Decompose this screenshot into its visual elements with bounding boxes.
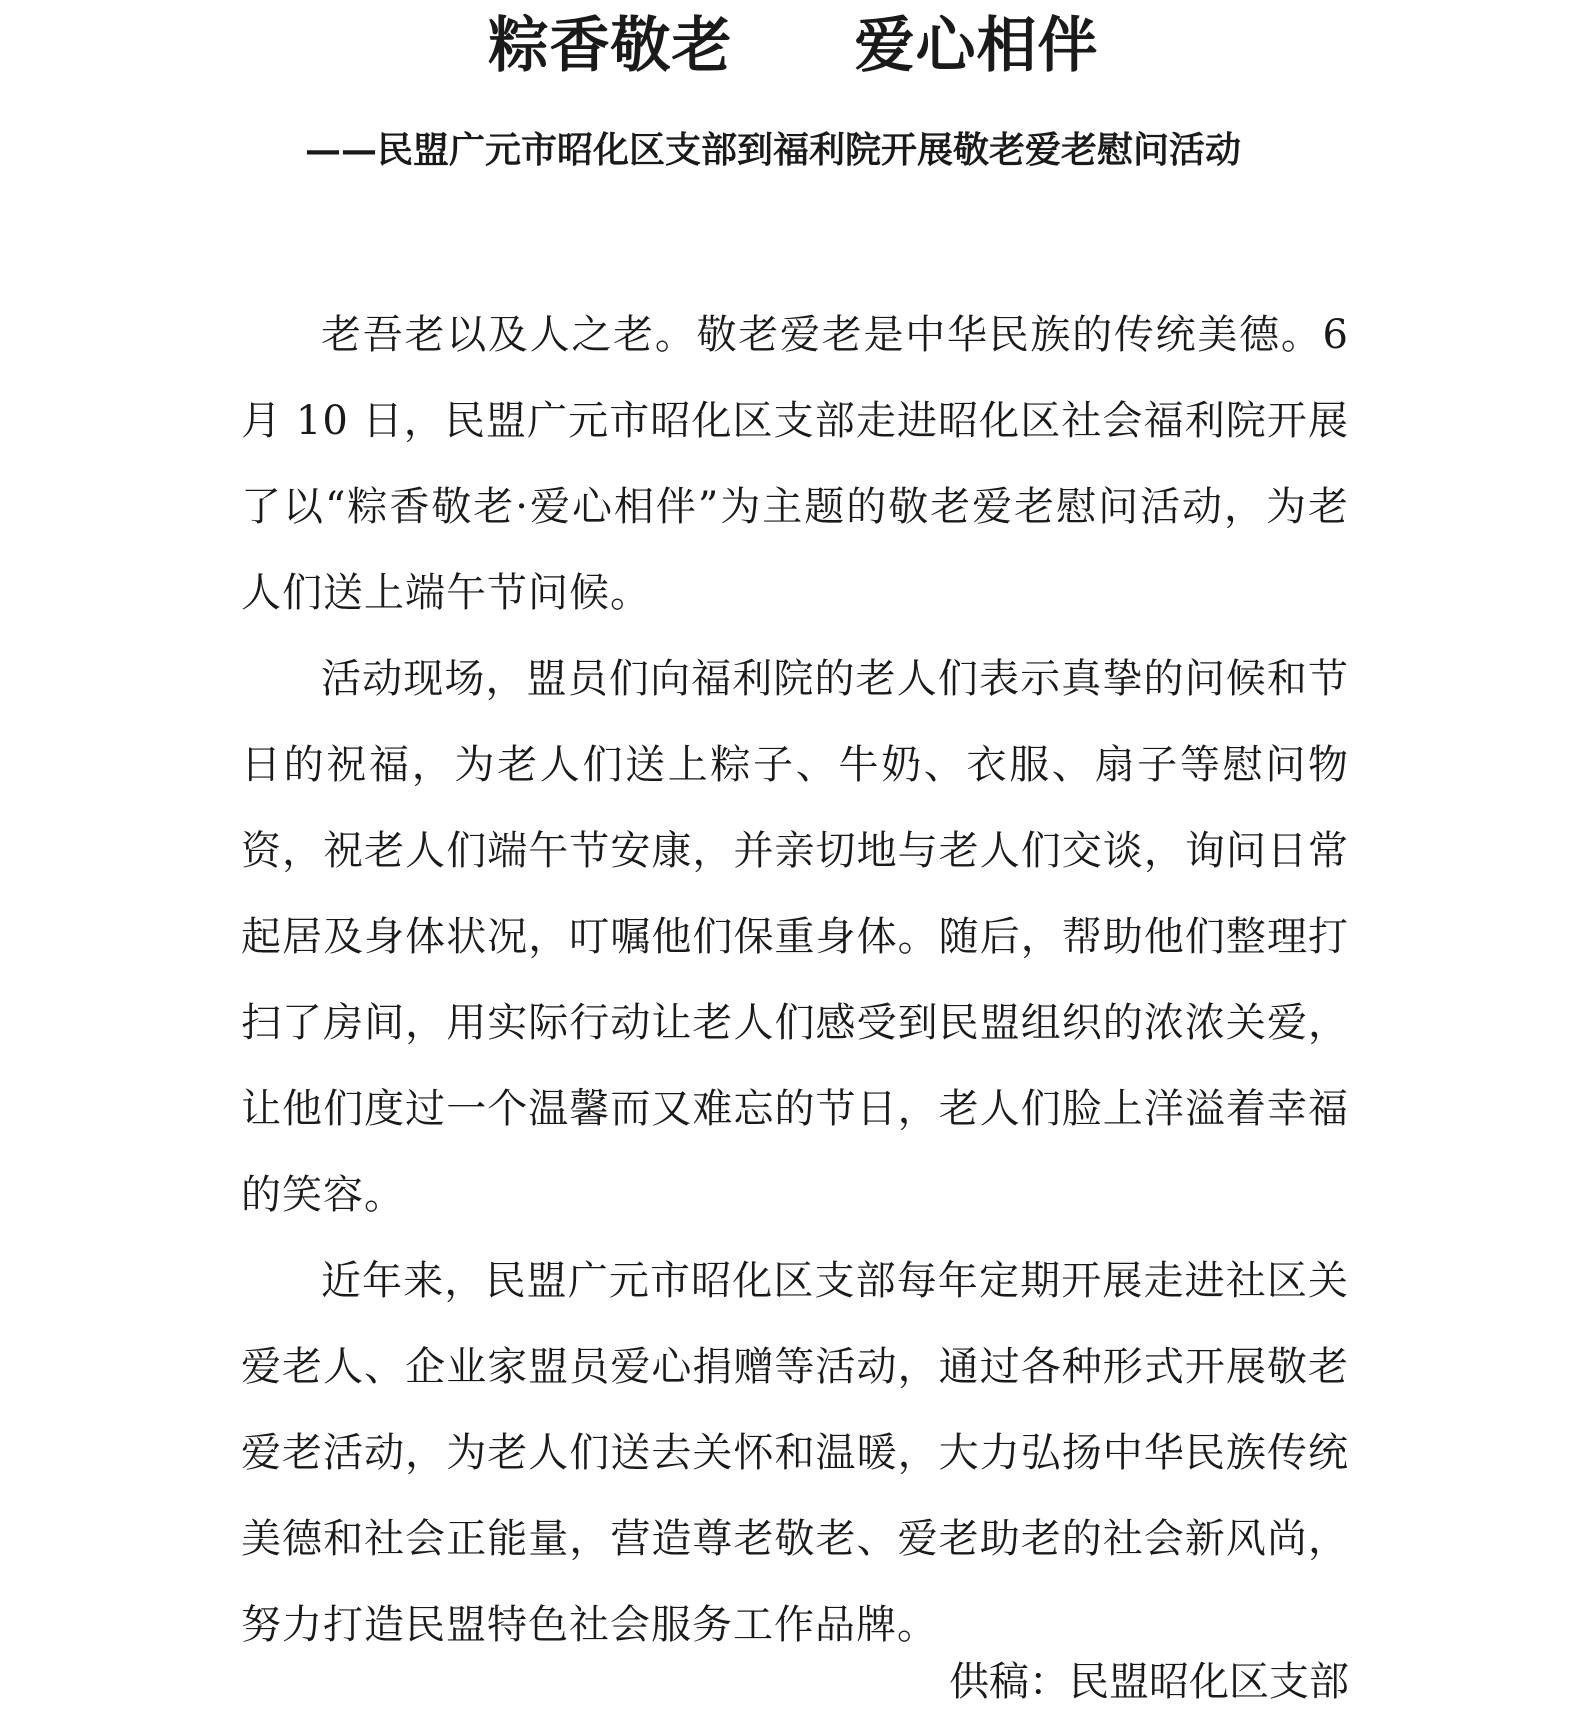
article-body bbox=[241, 292, 1349, 1668]
article-title: 粽香敬老 爱心相伴 bbox=[488, 11, 1099, 81]
paragraph-2: 活动现场，盟员们向福利院的老人们表示真挚的问候和节日的祝福，为老人们送上粽子、牛奶、衣服、扇子等慰问物资，祝老人们端午节安康，并亲切地与老人们交谈，询问日常起居及身体状况，叮嘱他们保重身体。随后，帮助他们整理打扫了房间，用实际行动让老人们感受到民盟组织的浓浓关爱，让他们度过一个温馨而又难忘的节日，老人们脸上洋溢着幸福的笑容。 bbox=[241, 656, 1349, 1218]
article-byline: 供稿：民盟昭化区支部 bbox=[949, 1659, 1349, 1705]
paragraph-3: 近年来，民盟广元市昭化区支部每年定期开展走进社区关爱老人、企业家盟员爱心捐赠等活动，通过各种形式开展敬老爱老活动，为老人们送去关怀和温暖，大力弘扬中华民族传统美德和社会正能量，营造尊老敬老、爱老助老的社会新风尚，努力打造民盟特色社会服务工作品牌。 bbox=[241, 1258, 1349, 1648]
paragraph-1: 老吾老以及人之老。敬老爱老是中华民族的传统美德。6 月 10 日，民盟广元市昭化区支部走进昭化区社会福利院开展了以“粽香敬老·爱心相伴”为主题的敬老爱老慰问活动，为老人们送上端午节问候。 bbox=[241, 312, 1349, 616]
article-subtitle: ——民盟广元市昭化区支部到福利院开展敬老爱老慰问活动 bbox=[305, 129, 1242, 171]
